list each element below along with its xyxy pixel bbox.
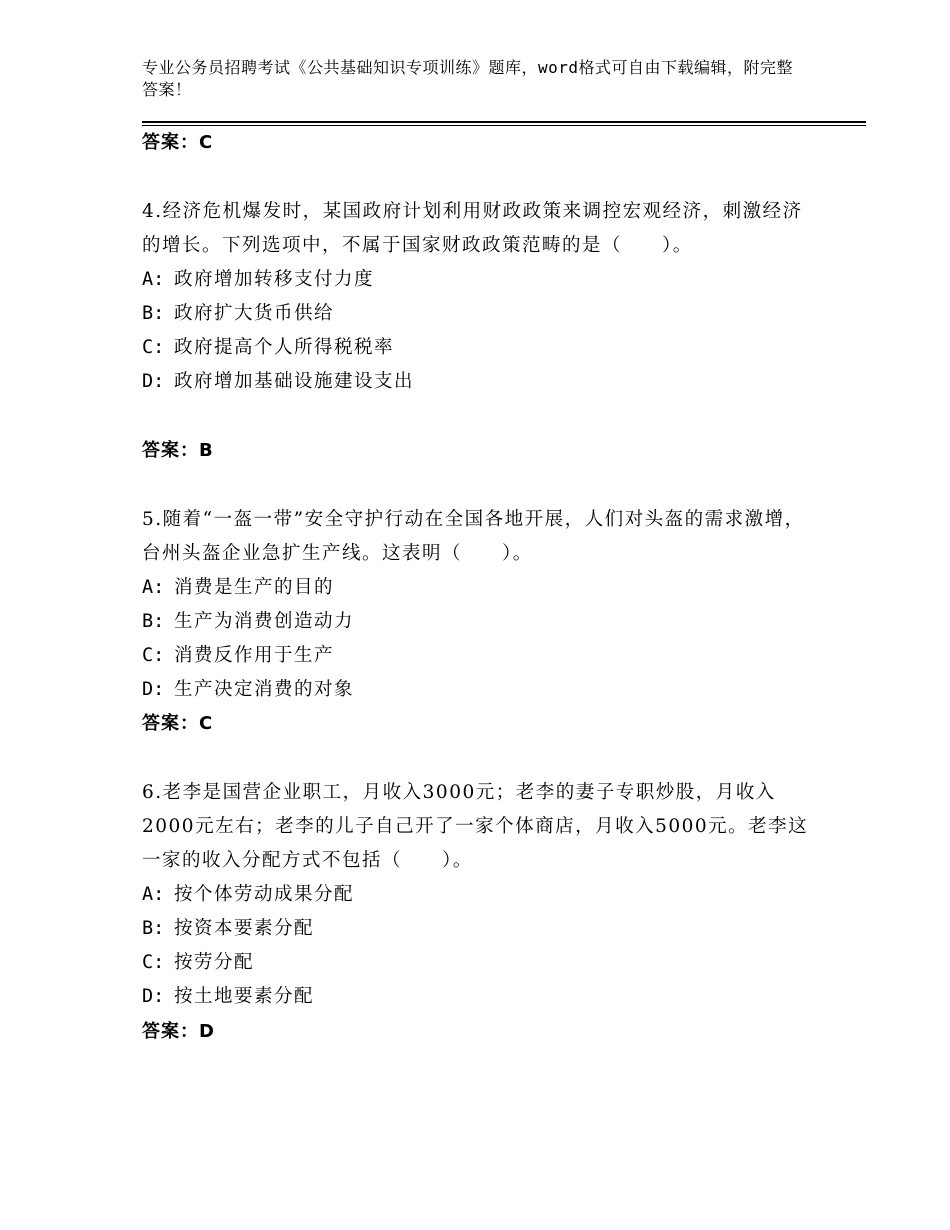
previous-answer: 答案：C	[142, 132, 214, 153]
header-rule-thick	[142, 121, 866, 123]
header-rule-thin	[142, 125, 866, 126]
question-4-text: 4.经济危机爆发时，某国政府计划利用财政政策来调控宏观经济，刺激经济的增长。下列选项中，不属于国家财政政策范畴的是（ ）。	[142, 201, 803, 256]
option-letter: D:	[142, 371, 165, 392]
question-6-text: 6.老李是国营企业职工，月收入3000元；老李的妻子专职炒股，月收入2000元左右；老李的儿子自己开了一家个体商店，月收入5000元。老李这一家的收入分配方式不包括（ ）。	[142, 782, 809, 871]
option-letter: D:	[142, 986, 165, 1007]
option-letter: A:	[142, 269, 165, 290]
question-6-option-b	[142, 912, 812, 946]
option-text: 按土地要素分配	[174, 986, 315, 1007]
option-text: 政府扩大货币供给	[174, 303, 335, 324]
question-5-option-d	[142, 673, 812, 707]
option-text: 按资本要素分配	[174, 918, 315, 939]
option-letter: A:	[142, 577, 165, 598]
option-letter: C:	[142, 337, 165, 358]
option-text: 消费反作用于生产	[174, 645, 335, 666]
question-6	[142, 776, 812, 1014]
option-text: 政府提高个人所得税税率	[174, 337, 395, 358]
question-5-text: 5.随着“一盔一带”安全守护行动在全国各地开展，人们对头盔的需求激增，台州头盔企业急扩生产线。这表明（ ）。	[142, 509, 805, 564]
question-4-option-d	[142, 365, 812, 399]
question-4	[142, 195, 812, 399]
option-letter: B:	[142, 918, 165, 939]
question-6-answer: 答案：D	[142, 1021, 215, 1042]
option-letter: B:	[142, 303, 165, 324]
question-4-answer: 答案：B	[142, 440, 214, 461]
question-4-option-a	[142, 263, 812, 297]
question-5-option-a	[142, 571, 812, 605]
question-6-option-a	[142, 878, 812, 912]
option-text: 按劳分配	[174, 952, 255, 973]
question-5-option-b	[142, 605, 812, 639]
question-4-option-c	[142, 331, 812, 365]
option-text: 按个体劳动成果分配	[174, 884, 355, 905]
option-text: 生产为消费创造动力	[174, 611, 355, 632]
option-letter: D:	[142, 679, 165, 700]
option-text: 政府增加基础设施建设支出	[174, 371, 415, 392]
question-4-option-b	[142, 297, 812, 331]
question-6-option-c	[142, 946, 812, 980]
question-5	[142, 503, 812, 707]
option-letter: C:	[142, 645, 165, 666]
question-5-answer: 答案：C	[142, 713, 214, 734]
option-text: 政府增加转移支付力度	[174, 269, 375, 290]
option-letter: B:	[142, 611, 165, 632]
option-letter: C:	[142, 952, 165, 973]
option-text: 消费是生产的目的	[174, 577, 335, 598]
document-header: 专业公务员招聘考试《公共基础知识专项训练》题库，word格式可自由下载编辑，附完整答案！	[142, 58, 794, 99]
option-letter: A:	[142, 884, 165, 905]
question-5-option-c	[142, 639, 812, 673]
question-6-option-d	[142, 980, 812, 1014]
option-text: 生产决定消费的对象	[174, 679, 355, 700]
